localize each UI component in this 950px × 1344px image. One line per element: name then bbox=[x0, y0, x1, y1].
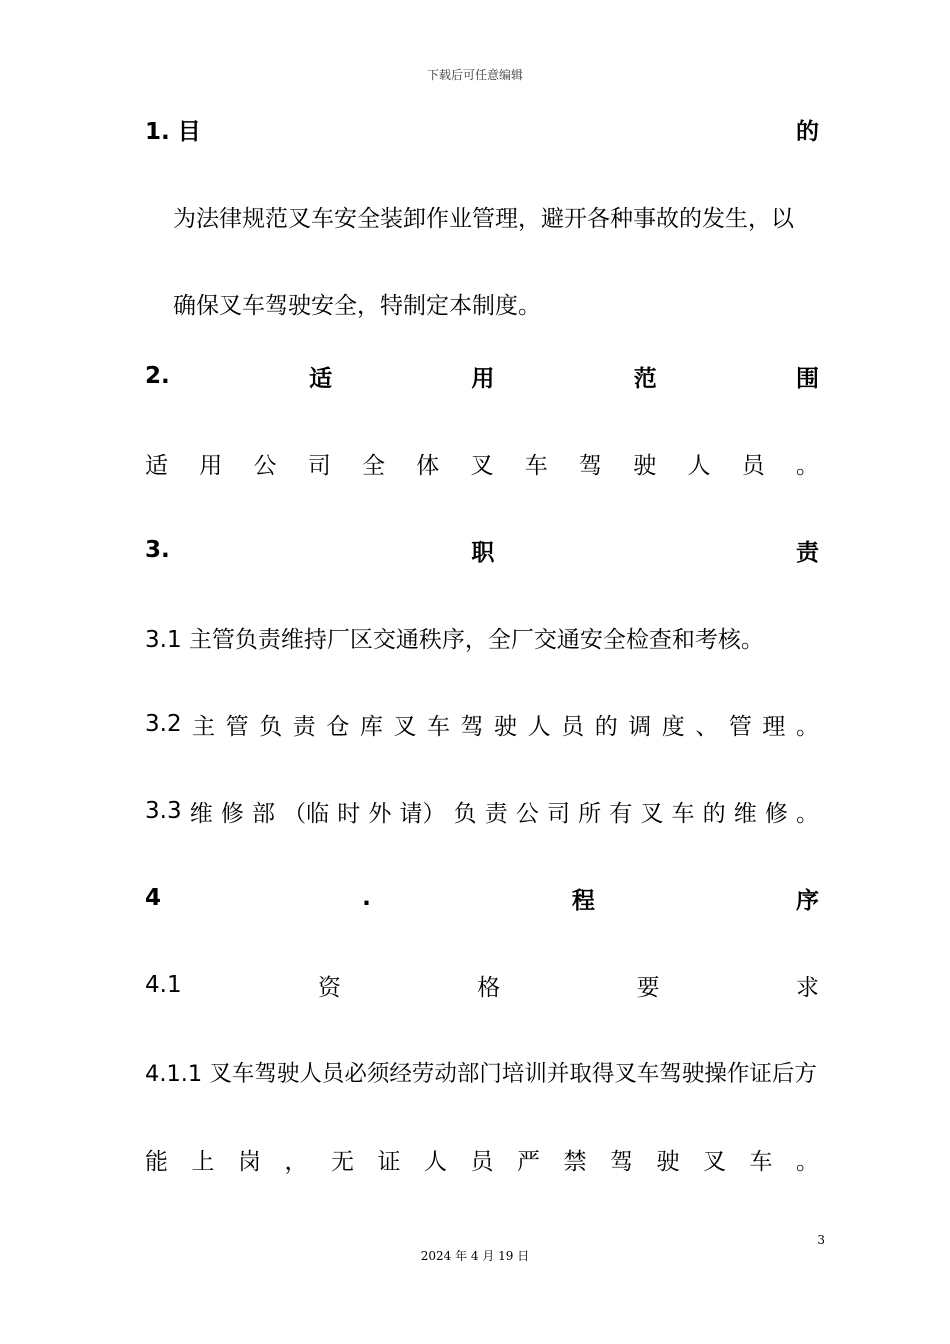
char: 的 bbox=[702, 800, 726, 827]
heading-part: 要 bbox=[636, 974, 660, 1001]
heading-part: 3. bbox=[145, 537, 170, 563]
char: 车 bbox=[426, 713, 450, 740]
char: 理 bbox=[762, 713, 786, 740]
char: 员 bbox=[470, 1148, 494, 1175]
char: 公 bbox=[253, 452, 277, 479]
char: 司 bbox=[546, 800, 570, 827]
section-4-heading bbox=[145, 881, 819, 915]
heading-part: 格 bbox=[477, 974, 501, 1001]
heading-part: 范 bbox=[633, 365, 657, 392]
char: 请） bbox=[399, 800, 446, 827]
char: 证 bbox=[377, 1148, 401, 1175]
char: 驾 bbox=[610, 1148, 633, 1175]
char: 调 bbox=[628, 713, 652, 740]
page-header: 下载后可任意编辑 bbox=[426, 68, 523, 82]
char: 叉 bbox=[640, 800, 664, 827]
char: 能 bbox=[145, 1148, 168, 1175]
char: 人 bbox=[424, 1148, 447, 1175]
char: 司 bbox=[307, 452, 331, 479]
char: 负 bbox=[259, 713, 283, 740]
char: 驾 bbox=[579, 452, 602, 479]
char: 负 bbox=[453, 800, 477, 827]
section-2-paragraph bbox=[145, 446, 819, 480]
char: 管 bbox=[728, 713, 752, 740]
char: 修 bbox=[764, 800, 788, 827]
char: 仓 bbox=[326, 713, 350, 740]
section-4-1-1-line-1: 4.1.1 叉车驾驶人员必须经劳动部门培训并取得叉车驾驶操作证后方 bbox=[145, 1061, 817, 1087]
char: 叉 bbox=[393, 713, 417, 740]
section-4-1-heading bbox=[145, 968, 819, 1002]
heading-part: 序 bbox=[796, 887, 819, 914]
heading-part: . bbox=[362, 885, 371, 911]
heading-part: 围 bbox=[796, 365, 819, 392]
section-1-heading bbox=[145, 112, 819, 146]
section-4-1-1-line-2 bbox=[145, 1142, 819, 1176]
char: 所 bbox=[578, 800, 602, 827]
char: 维 bbox=[189, 800, 213, 827]
section-1-paragraph-line-2: 确保叉车驾驶安全，特制定本制度。 bbox=[173, 292, 541, 319]
char: 维 bbox=[733, 800, 757, 827]
char: 。 bbox=[795, 713, 819, 740]
char: 禁 bbox=[563, 1148, 587, 1175]
char: 用 bbox=[199, 452, 223, 479]
page-footer-date: 2024 年 4 月 19 日 bbox=[420, 1249, 530, 1263]
char: 时 bbox=[337, 800, 361, 827]
heading-part: 程 bbox=[571, 887, 595, 914]
heading-part: 2. bbox=[145, 363, 170, 389]
char: 、 bbox=[695, 713, 719, 740]
char: 驾 bbox=[460, 713, 484, 740]
heading-part: 责 bbox=[796, 539, 819, 566]
char: 上 bbox=[191, 1148, 215, 1175]
char: 管 bbox=[225, 713, 249, 740]
heading-part: 资 bbox=[317, 974, 341, 1001]
char: ， bbox=[284, 1148, 308, 1175]
char: 驶 bbox=[656, 1148, 680, 1175]
char: 的 bbox=[594, 713, 618, 740]
page-number: 3 bbox=[817, 1233, 825, 1247]
char: 责 bbox=[484, 800, 508, 827]
char: 全 bbox=[362, 452, 385, 479]
char: 人 bbox=[527, 713, 551, 740]
section-1-paragraph-line-1: 为法律规范叉车安全装卸作业管理，避开各种事故的发生，以 bbox=[173, 205, 794, 232]
char: 库 bbox=[359, 713, 383, 740]
char: 。 bbox=[796, 1148, 819, 1175]
char: 主 bbox=[192, 713, 216, 740]
char: 有 bbox=[609, 800, 633, 827]
char: 叉 bbox=[703, 1148, 726, 1175]
char: 车 bbox=[671, 800, 695, 827]
char: 度 bbox=[661, 713, 685, 740]
char: 责 bbox=[292, 713, 316, 740]
char: 叉 bbox=[470, 452, 494, 479]
char: 驶 bbox=[633, 452, 657, 479]
heading-part: 求 bbox=[795, 974, 819, 1001]
char: 外 bbox=[368, 800, 392, 827]
char: 员 bbox=[741, 452, 765, 479]
heading-part: 1. 目 bbox=[145, 118, 201, 145]
char: 无 bbox=[331, 1148, 354, 1175]
char: 适 bbox=[145, 452, 168, 479]
heading-part: 的 bbox=[796, 118, 819, 145]
heading-part: 4 bbox=[145, 885, 162, 911]
char: 人 bbox=[687, 452, 711, 479]
char: 。 bbox=[796, 452, 819, 479]
section-3-item-2 bbox=[145, 707, 819, 741]
char: 修 bbox=[220, 800, 244, 827]
heading-part: 职 bbox=[471, 539, 495, 566]
char: 岗 bbox=[238, 1148, 261, 1175]
char: 体 bbox=[416, 452, 440, 479]
char: 车 bbox=[749, 1148, 773, 1175]
char: 公 bbox=[515, 800, 539, 827]
char: 3.2 bbox=[145, 711, 182, 737]
section-3-heading bbox=[145, 533, 819, 567]
char: （临 bbox=[283, 800, 330, 827]
heading-part: 适 bbox=[309, 365, 333, 392]
section-3-item-3 bbox=[145, 794, 819, 828]
char: 员 bbox=[561, 713, 585, 740]
char: 部 bbox=[251, 800, 275, 827]
section-2-heading bbox=[145, 359, 819, 393]
char: 。 bbox=[795, 800, 819, 827]
heading-part: 4.1 bbox=[145, 972, 182, 998]
section-3-item-1: 3.1 主管负责维持厂区交通秩序，全厂交通安全检查和考核。 bbox=[145, 626, 764, 653]
heading-part: 用 bbox=[471, 365, 495, 392]
char: 3.3 bbox=[145, 798, 182, 824]
char: 车 bbox=[524, 452, 548, 479]
char: 驶 bbox=[494, 713, 518, 740]
char: 严 bbox=[517, 1148, 540, 1175]
